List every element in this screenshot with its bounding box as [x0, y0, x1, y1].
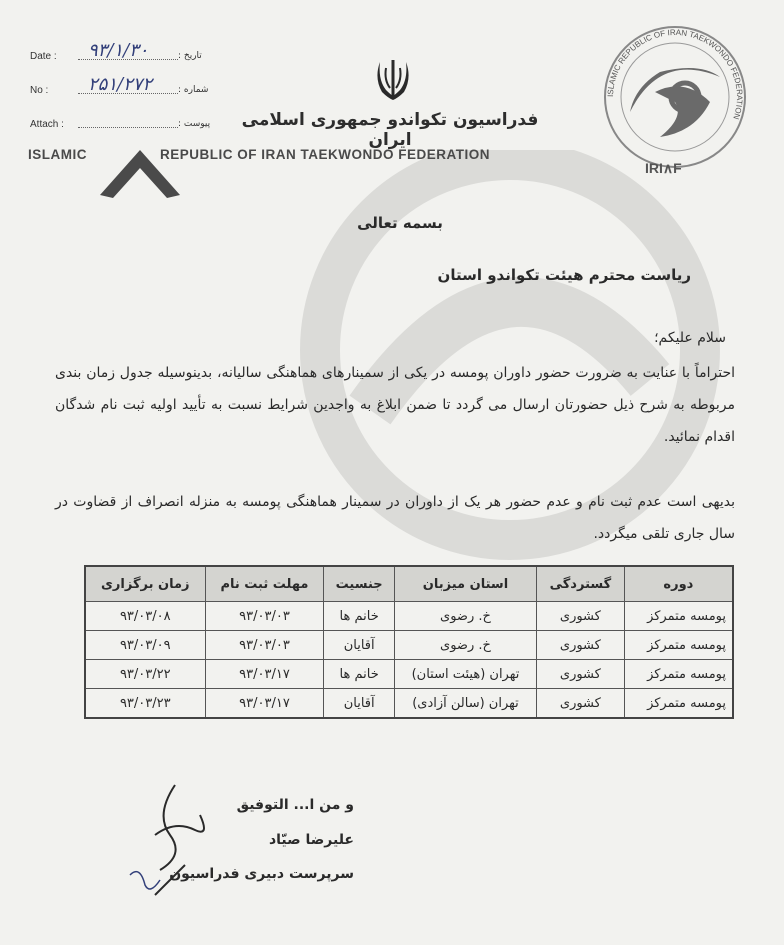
- header-course: دوره: [624, 566, 733, 602]
- number-value: ۲۵۱/۲۷۲: [88, 74, 153, 95]
- header-gender: جنسیت: [324, 566, 395, 602]
- addressee: ریاست محترم هیئت تکواندو استان: [437, 266, 691, 284]
- header-registration-deadline: مهلت ثبت نام: [205, 566, 324, 602]
- table-cell: ۹۳/۰۳/۲۲: [85, 660, 205, 689]
- attach-label-fa: پیوست :: [178, 119, 211, 129]
- table-cell: کشوری: [537, 631, 625, 660]
- table-row: [85, 689, 733, 719]
- table-cell: ۹۳/۰۳/۲۳: [85, 689, 205, 719]
- federation-name-en-part2: REPUBLIC OF IRAN TAEKWONDO FEDERATION: [160, 147, 490, 162]
- closing-phrase: و من ا... التوفیق: [236, 797, 354, 813]
- header-scope: گستردگی: [537, 566, 625, 602]
- table-cell: ۹۳/۰۳/۰۹: [85, 631, 205, 660]
- table-cell: آقایان: [324, 689, 395, 719]
- table-cell: خانم ها: [324, 602, 395, 631]
- seminar-schedule-table: [84, 565, 734, 719]
- table-row: [85, 660, 733, 689]
- table-cell: خ. رضوی: [394, 631, 536, 660]
- table-header-row: [85, 566, 733, 602]
- paragraph-1: احتراماً با عنایت به ضرورت حضور داوران پومسه در یکی از سمینارهای هماهنگی سالیانه، بدینوسیله جدول زمان بندی مربوطه به شرح ذیل حضورتان ارسال می گردد تا ضمن ابلاغ به واجدین شرایط نسبت به تأیید اولیه ثبت نام شدگان اقدام نمائید.: [55, 365, 735, 445]
- table-cell: پومسه متمرکز: [624, 602, 733, 631]
- table-row: [85, 631, 733, 660]
- table-cell: خ. رضوی: [394, 602, 536, 631]
- federation-name-fa: فدراسیون تکواندو جمهوری اسلامی ایران: [241, 110, 539, 150]
- table-cell: ۹۳/۰۳/۰۳: [205, 602, 324, 631]
- date-label-fa: تاریخ :: [178, 51, 202, 61]
- header-event-date: زمان برگزاری: [85, 566, 205, 602]
- date-value: ۹۳/۱/۳۰: [88, 40, 149, 61]
- attach-label-en: Attach :: [30, 119, 64, 130]
- reference-fields: [30, 40, 220, 149]
- table-cell: خانم ها: [324, 660, 395, 689]
- table-cell: کشوری: [537, 689, 625, 719]
- table-row: [85, 602, 733, 631]
- number-label-en: No :: [30, 85, 49, 96]
- table-cell: آقایان: [324, 631, 395, 660]
- attach-dotted-line: [78, 127, 178, 128]
- table-cell: تهران (سالن آزادی): [394, 689, 536, 719]
- handwritten-signature: [115, 775, 225, 905]
- table-cell: ۹۳/۰۳/۱۷: [205, 660, 324, 689]
- number-field: [30, 74, 220, 115]
- signer-name: علیرضا صیّاد: [268, 832, 354, 848]
- logo-ring-text: ISLAMIC REPUBLIC OF IRAN TAEKWONDO FEDERATION: [605, 27, 745, 121]
- federation-name-en-part1: ISLAMIC: [28, 147, 87, 162]
- salutation: سلام علیکم؛: [654, 330, 726, 346]
- table-cell: پومسه متمرکز: [624, 689, 733, 719]
- table-cell: کشوری: [537, 660, 625, 689]
- iran-emblem-icon: [372, 56, 414, 102]
- invocation: بسمه تعالی: [357, 214, 443, 232]
- table-cell: ۹۳/۰۳/۰۸: [85, 602, 205, 631]
- table-cell: پومسه متمرکز: [624, 660, 733, 689]
- table-cell: پومسه متمرکز: [624, 631, 733, 660]
- federation-logo-icon: [600, 22, 750, 172]
- table-cell: ۹۳/۰۳/۱۷: [205, 689, 324, 719]
- table-cell: تهران (هیئت استان): [394, 660, 536, 689]
- date-label-en: Date :: [30, 51, 57, 62]
- signer-title: سرپرست دبیری فدراسیون: [169, 866, 354, 882]
- table-cell: ۹۳/۰۳/۰۳: [205, 631, 324, 660]
- header-host-province: استان میزبان: [394, 566, 536, 602]
- table-cell: کشوری: [537, 602, 625, 631]
- number-label-fa: شماره :: [178, 85, 209, 95]
- paragraph-2: بدیهی است عدم ثبت نام و عدم حضور هر یک از داوران در سمینار هماهنگی پومسه به منزله انصراف از قضاوت در سال جاری تلقی میگردد.: [55, 494, 735, 542]
- logo-caption: IRI∧F: [645, 160, 682, 176]
